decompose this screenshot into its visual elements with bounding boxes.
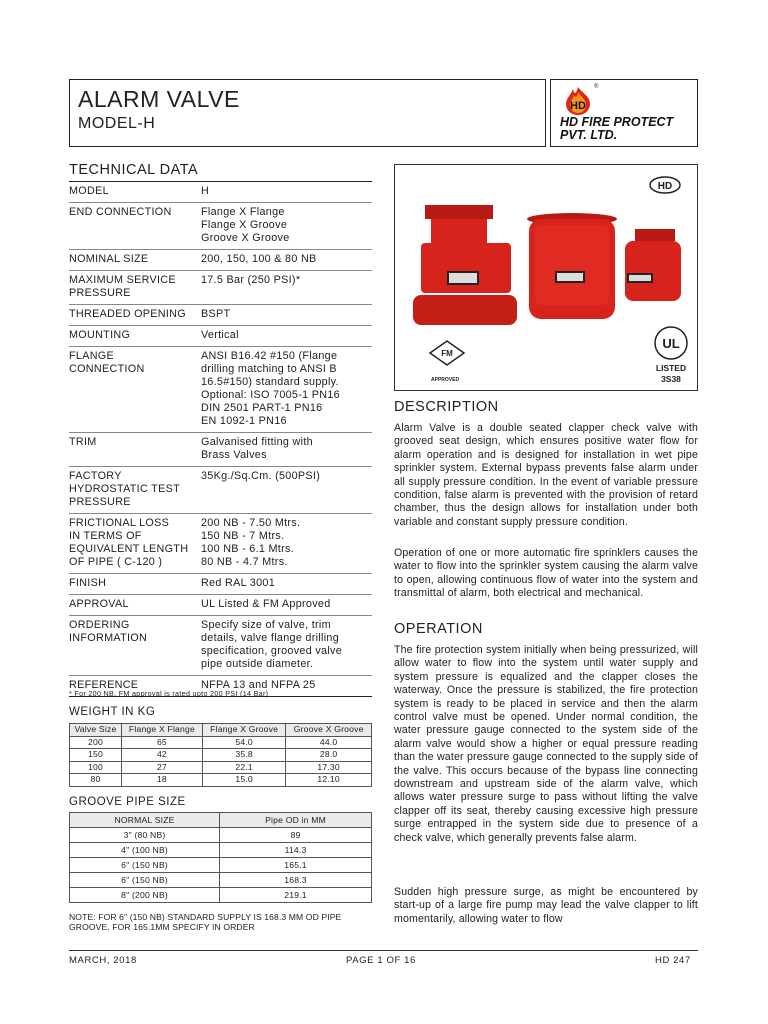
tech-key: THREADED OPENING: [69, 305, 201, 326]
table-row: [70, 888, 372, 903]
tech-value: Red RAL 3001: [201, 574, 372, 595]
tech-value: 17.5 Bar (250 PSI)*: [201, 271, 372, 305]
tech-row: [69, 305, 372, 326]
table-cell: 3" (80 NB): [70, 828, 220, 843]
product-photo: [394, 164, 698, 391]
alarm-valves-image: [395, 165, 696, 389]
tech-row: [69, 616, 372, 676]
table-cell: 150: [70, 749, 122, 762]
tech-value: Galvanised fitting with Brass Valves: [201, 433, 372, 467]
table-row: [70, 873, 372, 888]
groove-table: [69, 812, 372, 903]
tech-key: MAXIMUM SERVICE PRESSURE: [69, 271, 201, 305]
table-cell: 165.1: [220, 858, 372, 873]
tech-key: END CONNECTION: [69, 203, 201, 250]
tech-row: [69, 595, 372, 616]
company-name: HD FIRE PROTECT PVT. LTD.: [560, 115, 674, 142]
tech-key: MOUNTING: [69, 326, 201, 347]
tech-value: UL Listed & FM Approved: [201, 595, 372, 616]
technical-data-table: [69, 181, 372, 697]
tech-key: NOMINAL SIZE: [69, 250, 201, 271]
svg-text:LISTED: LISTED: [655, 363, 687, 373]
svg-text:HD: HD: [657, 181, 673, 192]
footer-page-number: PAGE 1 OF 16: [346, 955, 416, 966]
table-cell: 17.30: [286, 761, 372, 774]
tech-row: [69, 182, 372, 203]
table-cell: 89: [220, 828, 372, 843]
description-paragraph-2: Operation of one or more automatic fire sprinklers causes the water to flow into the sprinkler system causing the alarm valve to open, allowing continuous flow of water into the system and transmittal of alarm, both electrical and mechanical.: [394, 547, 698, 600]
tech-value: H: [201, 182, 372, 203]
table-cell: 4" (100 NB): [70, 843, 220, 858]
table-cell: 200: [70, 736, 122, 749]
table-cell: 22.1: [202, 761, 285, 774]
tech-key: FACTORY HYDROSTATIC TEST PRESSURE: [69, 467, 201, 514]
tech-key: TRIM: [69, 433, 201, 467]
page-subtitle: MODEL-H: [78, 115, 156, 132]
tech-row: [69, 326, 372, 347]
tech-key: FINISH: [69, 574, 201, 595]
weight-heading: WEIGHT IN KG: [69, 706, 156, 718]
table-row: [70, 749, 372, 762]
tech-value: Vertical: [201, 326, 372, 347]
table-cell: 28.0: [286, 749, 372, 762]
column-header: Flange X Flange: [121, 724, 202, 737]
tech-row: [69, 203, 372, 250]
technical-data-heading: TECHNICAL DATA: [69, 162, 199, 178]
table-row: [70, 828, 372, 843]
table-cell: 6" (150 NB): [70, 873, 220, 888]
operation-paragraph-2: Sudden high pressure surge, as might be encountered by start-up of a large fire pump may lead the valve clapper to lift momentarily, allowing water to flow: [394, 886, 698, 925]
footnote: * For 200 NB, FM approval is rated upto 200 PSI (14 Bar): [69, 689, 269, 698]
tech-row: [69, 467, 372, 514]
table-cell: 6" (150 NB): [70, 858, 220, 873]
table-row: [70, 858, 372, 873]
tech-key: APPROVAL: [69, 595, 201, 616]
footer-date: MARCH, 2018: [69, 955, 137, 966]
operation-paragraph-1: The fire protection system initially when being pressurized, will allow water to flow into the system until water supply and system pressure is equalized and the clapper closes the waterway. Once the pressure is stabilized, the fire protection system is ready to be placed in service and then the alarm control valve must be opened. Under normal condition, the water pressure gauge connected to the system side of the alarm valve would show a higher or equal pressure reading than the water pressure gauge connected to the supply side of the valve. This occurs because of the bypass line connecting downstream and upstream side of the alarm valve, which allows water pressure surge to pass without lifting the valve clapper off its seat, thereby causing excessive high pressure surge entrapped in the system side due to presence of a check valve, which generally prevents false alarm.: [394, 644, 698, 844]
column-header: Flange X Groove: [202, 724, 285, 737]
table-cell: 168.3: [220, 873, 372, 888]
footer-divider: [69, 950, 698, 951]
column-header: NORMAL SIZE: [70, 813, 220, 828]
svg-text:APPROVED: APPROVED: [431, 377, 460, 383]
table-cell: 15.0: [202, 774, 285, 787]
table-cell: 65: [121, 736, 202, 749]
table-cell: 18: [121, 774, 202, 787]
svg-text:HD: HD: [570, 100, 586, 112]
column-header: Valve Size: [70, 724, 122, 737]
weight-table: [69, 723, 372, 787]
operation-heading: OPERATION: [394, 621, 483, 637]
table-cell: 114.3: [220, 843, 372, 858]
tech-key: ORDERING INFORMATION: [69, 616, 201, 676]
table-row: [70, 843, 372, 858]
table-cell: 54.0: [202, 736, 285, 749]
tech-row: [69, 514, 372, 574]
tech-value: BSPT: [201, 305, 372, 326]
tech-key: FRICTIONAL LOSS IN TERMS OF EQUIVALENT LENGTH OF PIPE ( C-120 ): [69, 514, 201, 574]
tech-row: [69, 574, 372, 595]
description-heading: DESCRIPTION: [394, 399, 499, 415]
table-cell: 80: [70, 774, 122, 787]
table-cell: 35.8: [202, 749, 285, 762]
registered-mark: ®: [594, 84, 599, 90]
groove-heading: GROOVE PIPE SIZE: [69, 796, 186, 808]
tech-value: ANSI B16.42 #150 (Flange drilling matching to ANSI B 16.5#150) standard supply. Optional: ISO 7005-1 PN16 DIN 2501 PART-1 PN16 EN 1092-1 PN16: [201, 347, 372, 433]
tech-key: REFERENCE: [69, 676, 201, 697]
table-cell: 42: [121, 749, 202, 762]
tech-row: [69, 433, 372, 467]
column-header: Pipe OD in MM: [220, 813, 372, 828]
table-row: [70, 736, 372, 749]
column-header: Groove X Groove: [286, 724, 372, 737]
footer-doc-code: HD 247: [655, 955, 691, 966]
table-cell: 100: [70, 761, 122, 774]
tech-row: [69, 271, 372, 305]
svg-text:3S38: 3S38: [661, 374, 681, 384]
svg-text:FM: FM: [441, 349, 453, 358]
table-cell: 8" (200 NB): [70, 888, 220, 903]
description-paragraph-1: Alarm Valve is a double seated clapper check valve with grooved seat design, which ensures positive water flow for alarm operation and is designed for installation in wet pipe sprinkler system. External bypass prevents false alarm under all supply pressure condition. In the event of variable pressure condition, false alarm is prevented with the provision of retard chamber, thus the design allows for installation under both variable and constant supply pressure condition.: [394, 422, 698, 528]
tech-value: 35Kg./Sq.Cm. (500PSI): [201, 467, 372, 514]
tech-value: 200, 150, 100 & 80 NB: [201, 250, 372, 271]
page-title: ALARM VALVE: [78, 86, 240, 112]
tech-value: NFPA 13 and NFPA 25: [201, 676, 372, 697]
company-logo-icon: [563, 86, 593, 116]
svg-text:UL: UL: [662, 336, 680, 351]
tech-key: MODEL: [69, 182, 201, 203]
tech-row: [69, 250, 372, 271]
table-row: [70, 761, 372, 774]
tech-value: 200 NB - 7.50 Mtrs. 150 NB - 7 Mtrs. 100 NB - 6.1 Mtrs. 80 NB - 4.7 Mtrs.: [201, 514, 372, 574]
groove-note: NOTE: FOR 6" (150 NB) STANDARD SUPPLY IS 168.3 MM OD PIPE GROOVE. FOR 165.1MM SPECIFY IN ORDER: [69, 912, 342, 932]
tech-value: Flange X Flange Flange X Groove Groove X Groove: [201, 203, 372, 250]
table-row: [70, 774, 372, 787]
table-cell: 27: [121, 761, 202, 774]
tech-value: Specify size of valve, trim details, valve flange drilling specification, grooved valve pipe outside diameter.: [201, 616, 372, 676]
table-cell: 219.1: [220, 888, 372, 903]
table-cell: 12.10: [286, 774, 372, 787]
table-cell: 44.0: [286, 736, 372, 749]
tech-key: FLANGE CONNECTION: [69, 347, 201, 433]
tech-row: [69, 347, 372, 433]
